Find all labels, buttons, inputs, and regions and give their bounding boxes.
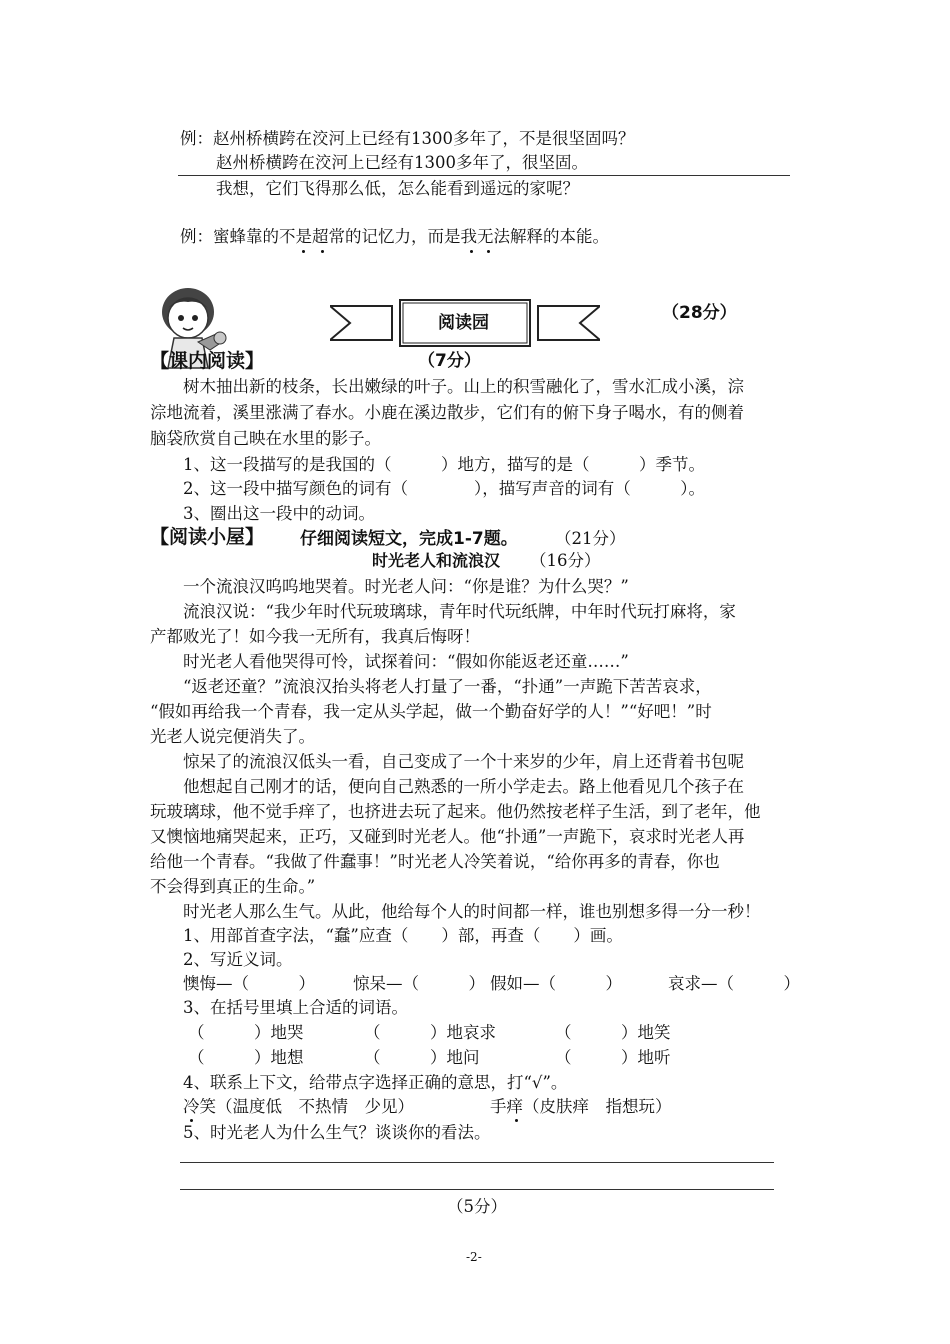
example2-sentence: 例：蜜蜂靠的不是超常的记忆力，而是我无法解释的本能。 [180, 227, 609, 246]
synonym-item-1[interactable]: 懊悔—（ ） [183, 974, 315, 993]
emphasis-dot [470, 250, 473, 253]
banner-title: 阅读园 [438, 313, 489, 333]
answer-line-1[interactable] [180, 1162, 774, 1163]
example1-question: 例：赵州桥横跨在洨河上已经有1300多年了，不是很坚固吗？ [180, 129, 635, 148]
story-line-10: 玩玻璃球，他不觉手痒了，也挤进去玩了起来。他仍然按老样子生活，到了老年，他 [150, 802, 761, 821]
fill-item-1[interactable]: （ ）地哭 [188, 1023, 304, 1042]
banner-score: （28分） [662, 303, 737, 323]
fill-item-4[interactable]: （ ）地想 [188, 1048, 304, 1067]
story-line-7: 光老人说完便消失了。 [150, 727, 315, 746]
fill-item-2[interactable]: （ ）地哀求 [364, 1023, 496, 1042]
story-line-3: 产都败光了！如今我一无所有，我真后悔呀！ [150, 627, 480, 646]
story-line-2: 流浪汉说：“我少年时代玩玻璃球，青年时代玩纸牌，中年时代玩打麻将，家 [183, 602, 736, 621]
example1-answer: 赵州桥横跨在洨河上已经有1300多年了，很坚固。 [216, 153, 588, 172]
synonym-item-4[interactable]: 哀求—（ ） [668, 974, 800, 993]
in-class-score: （7分） [418, 351, 481, 371]
story-title: 时光老人和流浪汉 [372, 551, 501, 570]
synonym-item-2[interactable]: 惊呆—（ ） [353, 974, 485, 993]
story-line-6: “假如再给我一个青春，我一定从头学起，做一个勤奋好学的人！”“好吧！”时 [150, 702, 712, 721]
answer-underline [178, 175, 790, 176]
story-line-12: 给他一个青春。“我做了件蠢事！”时光老人冷笑着说，“给你再多的青春，你也 [150, 852, 720, 871]
story-score: （16分） [530, 551, 601, 570]
choice-itchy-hand[interactable]: 手痒（皮肤痒 指想玩） [490, 1097, 672, 1116]
question-3: 3、在括号里填上合适的词语。 [183, 998, 408, 1017]
story-line-13: 不会得到真正的生命。” [150, 877, 316, 896]
story-line-9: 他想起自己刚才的话，便向自己熟悉的一所小学走去。路上他看见几个孩子在 [183, 777, 744, 796]
fill-item-3[interactable]: （ ）地笑 [555, 1023, 671, 1042]
emphasis-dot [515, 1119, 518, 1122]
in-class-question-1[interactable]: 1、这一段描写的是我国的（ ）地方，描写的是（ ）季节。 [183, 455, 705, 474]
story-line-1: 一个流浪汉呜呜地哭着。时光老人问：“你是谁？为什么哭？” [183, 577, 629, 596]
question-5: 5、时光老人为什么生气？谈谈你的看法。 [183, 1123, 491, 1142]
answer-line-2[interactable] [180, 1189, 774, 1190]
page-number: -2- [466, 1250, 482, 1264]
story-line-5: “返老还童？”流浪汉抬头将老人打量了一番，“扑通”一声跪下苦苦哀求， [183, 677, 712, 696]
question-4: 4、联系上下文，给带点字选择正确的意思，打“√”。 [183, 1073, 568, 1092]
reading-house-header: 【阅读小屋】 [150, 526, 265, 548]
question-5-score: （5分） [447, 1197, 507, 1216]
in-class-para-line-3: 脑袋欣赏自己映在水里的影子。 [150, 429, 381, 448]
in-class-question-2[interactable]: 2、这一段中描写颜色的词有（ ），描写声音的词有（ ）。 [183, 479, 705, 498]
in-class-para-line-1: 树木抽出新的枝条，长出嫩绿的叶子。山上的积雪融化了，雪水汇成小溪，淙 [183, 377, 744, 396]
emphasis-dot [487, 250, 490, 253]
story-line-8: 惊呆了的流浪汉低头一看，自己变成了一个十来岁的少年，肩上还背着书包呢 [183, 752, 744, 771]
story-line-4: 时光老人看他哭得可怜，试探着问：“假如你能返老还童……” [183, 652, 629, 671]
question-2: 2、写近义词。 [183, 950, 293, 969]
blank-answer-line[interactable] [178, 206, 790, 207]
in-class-para-line-2: 淙地流着，溪里涨满了春水。小鹿在溪边散步，它们有的俯下身子喝水，有的侧着 [150, 403, 744, 422]
synonym-item-3[interactable]: 假如—（ ） [490, 974, 622, 993]
emphasis-dot [302, 250, 305, 253]
task-question: 我想，它们飞得那么低，怎么能看到遥远的家呢？ [216, 179, 579, 198]
story-line-14: 时光老人那么生气。从此，他给每个人的时间都一样，谁也别想多得一分一秒！ [183, 902, 761, 921]
fill-item-6[interactable]: （ ）地听 [555, 1048, 671, 1067]
story-line-11: 又懊恼地痛哭起来，正巧，又碰到时光老人。他“扑通”一声跪下，哀求时光老人再 [150, 827, 745, 846]
in-class-question-3: 3、圈出这一段中的动词。 [183, 504, 375, 523]
fill-item-5[interactable]: （ ）地问 [364, 1048, 480, 1067]
choice-cold-laugh[interactable]: 冷笑（温度低 不热情 少见） [183, 1097, 414, 1116]
question-1[interactable]: 1、用部首查字法，“蠢”应查（ ）部，再查（ ）画。 [183, 926, 623, 945]
in-class-header: 【课内阅读】 [150, 350, 265, 372]
emphasis-dot [321, 250, 324, 253]
reading-house-score: （21分） [555, 529, 626, 548]
reading-house-instruction: 仔细阅读短文，完成1-7题。 [300, 529, 518, 549]
